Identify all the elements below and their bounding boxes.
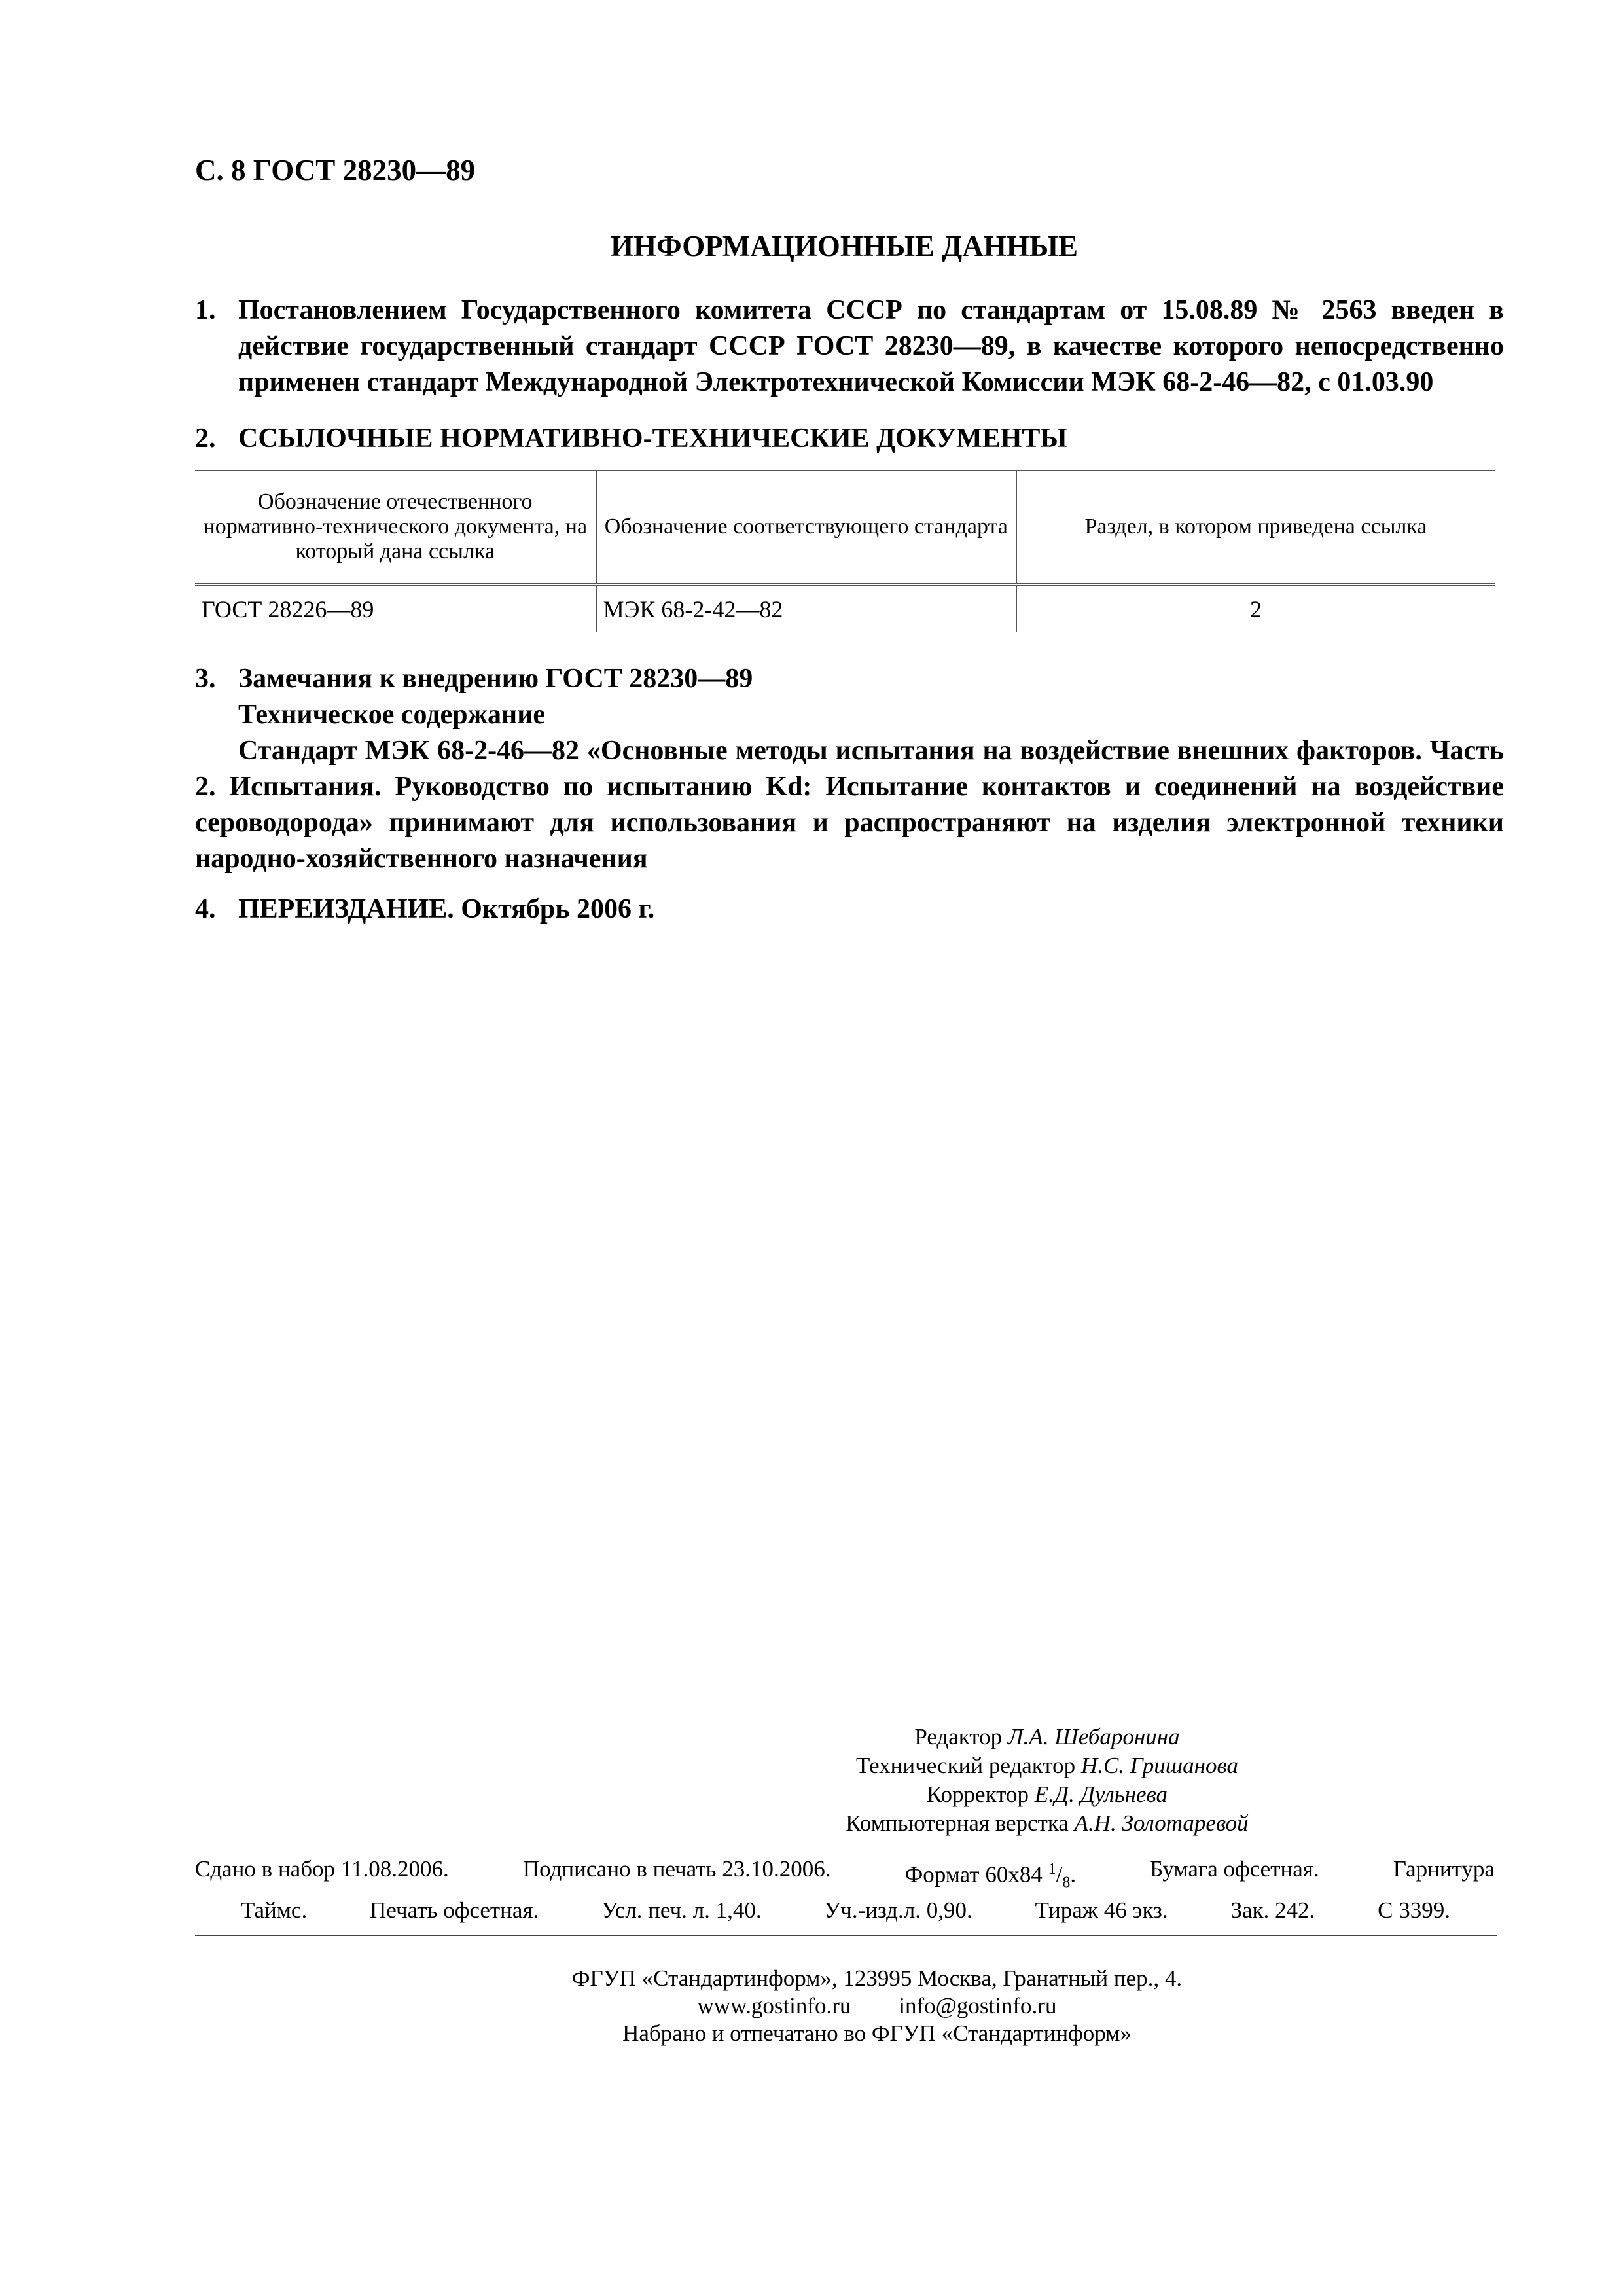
imprint-item: С 3399. xyxy=(1378,1897,1450,1923)
document-title: ИНФОРМАЦИОННЫЕ ДАННЫЕ xyxy=(611,230,1078,262)
publisher-address: ФГУП «Стандартинформ», 123995 Москва, Гранатный пер., 4. xyxy=(571,1965,1183,1991)
section-number: 1. xyxy=(195,295,216,325)
section-1 xyxy=(195,293,1504,401)
publisher-contacts xyxy=(0,1992,1623,2020)
imprint-item: Подписано в печать 23.10.2006. xyxy=(522,1856,831,1882)
references-table xyxy=(195,470,1495,632)
section-4 xyxy=(195,891,1504,927)
format-denominator: 8 xyxy=(1062,1874,1071,1892)
credit-line xyxy=(785,1723,1309,1751)
divider xyxy=(195,1935,1497,1936)
credit-name: А.Н. Золотаревой xyxy=(1074,1810,1249,1836)
table-cell: ГОСТ 28226—89 xyxy=(202,596,374,622)
imprint-block xyxy=(195,1856,1495,1924)
imprint-row xyxy=(195,1897,1495,1924)
section-2 xyxy=(195,421,1504,457)
format-suffix: . xyxy=(1070,1861,1077,1888)
section-3-text: Стандарт МЭК 68-2-46—82 «Основные методы испытания на воздействие внешних факторов. Часть 2. Испытания. Руководство по испытанию Kd: Испытание контактов и соединений на воздействие сероводорода» принимают для использования и распространяют на изделия электронной техники народно-хозяйственного назначения xyxy=(195,736,1504,874)
email-link[interactable]: info@gostinfo.ru xyxy=(899,1993,1057,2018)
imprint-item: Усл. печ. л. 1,40. xyxy=(601,1897,762,1923)
format-label: Формат 60x84 xyxy=(904,1861,1048,1888)
table-header-row xyxy=(195,471,1495,584)
publisher-printed-by: Набрано и отпечатано во ФГУП «Стандартинформ» xyxy=(622,2020,1132,2046)
imprint-item: Сдано в набор 11.08.2006. xyxy=(195,1856,449,1882)
imprint-item: Уч.-изд.л. 0,90. xyxy=(824,1897,972,1923)
section-number: 3. xyxy=(195,664,216,694)
credit-name: Л.А. Шебаронина xyxy=(1007,1724,1180,1749)
section-number: 4. xyxy=(195,894,216,924)
table-header-cell: Раздел, в котором приведена ссылка xyxy=(1016,471,1495,584)
section-4-text: ПЕРЕИЗДАНИЕ. Октябрь 2006 г. xyxy=(238,894,655,924)
section-3-subheading: Техническое содержание xyxy=(238,700,546,730)
credit-role: Корректор xyxy=(926,1782,1029,1807)
imprint-item: Бумага офсетная. xyxy=(1150,1856,1319,1882)
imprint-item: Тираж 46 экз. xyxy=(1035,1897,1168,1923)
imprint-item: Зак. 242. xyxy=(1230,1897,1315,1923)
credit-line xyxy=(785,1751,1309,1780)
publisher-block xyxy=(0,1965,1623,2047)
table-cell: 2 xyxy=(1016,584,1495,632)
credit-role: Компьютерная верстка xyxy=(846,1810,1069,1836)
section-3 xyxy=(195,661,1504,877)
imprint-item: Печать офсетная. xyxy=(370,1897,539,1923)
credits-block xyxy=(785,1723,1309,1838)
imprint-format: Формат 60x84 $^1/_8$. xyxy=(904,1861,1077,1892)
imprint-item: Таймс. xyxy=(241,1897,308,1923)
format-numerator: 1 xyxy=(1048,1861,1056,1878)
section-2-heading: ССЫЛОЧНЫЕ НОРМАТИВНО-ТЕХНИЧЕСКИЕ ДОКУМЕНТЫ xyxy=(238,423,1067,454)
credit-role: Редактор xyxy=(914,1724,1003,1749)
credit-line xyxy=(785,1780,1309,1809)
table-row xyxy=(195,584,1495,632)
page-header: С. 8 ГОСТ 28230—89 xyxy=(195,154,476,187)
website-link[interactable]: www.gostinfo.ru xyxy=(697,1993,851,2018)
credit-name: Е.Д. Дульнева xyxy=(1034,1782,1168,1807)
imprint-row xyxy=(195,1856,1495,1897)
table-cell: МЭК 68-2-42—82 xyxy=(596,584,1016,632)
credit-line xyxy=(785,1809,1309,1838)
credit-role: Технический редактор xyxy=(856,1753,1076,1778)
table-header-cell: Обозначение отечественного нормативно-технического документа, на который дана ссылка xyxy=(195,471,596,584)
section-number: 2. xyxy=(195,423,216,454)
section-1-text: Постановлением Государственного комитета СССР по стандартам от 15.08.89 № 2563 введен в действие государственный стандарт СССР ГОСТ 28230—89, в качестве которого непосредственно применен стандарт Международной Электротехнической Комиссии МЭК 68-2-46—82, с 01.03.90 xyxy=(238,295,1504,397)
credit-name: Н.С. Гришанова xyxy=(1080,1753,1238,1778)
section-3-heading: Замечания к внедрению ГОСТ 28230—89 xyxy=(238,664,753,694)
table-header-cell: Обозначение соответствующего стандарта xyxy=(596,471,1016,584)
imprint-item: Гарнитура xyxy=(1393,1856,1495,1882)
